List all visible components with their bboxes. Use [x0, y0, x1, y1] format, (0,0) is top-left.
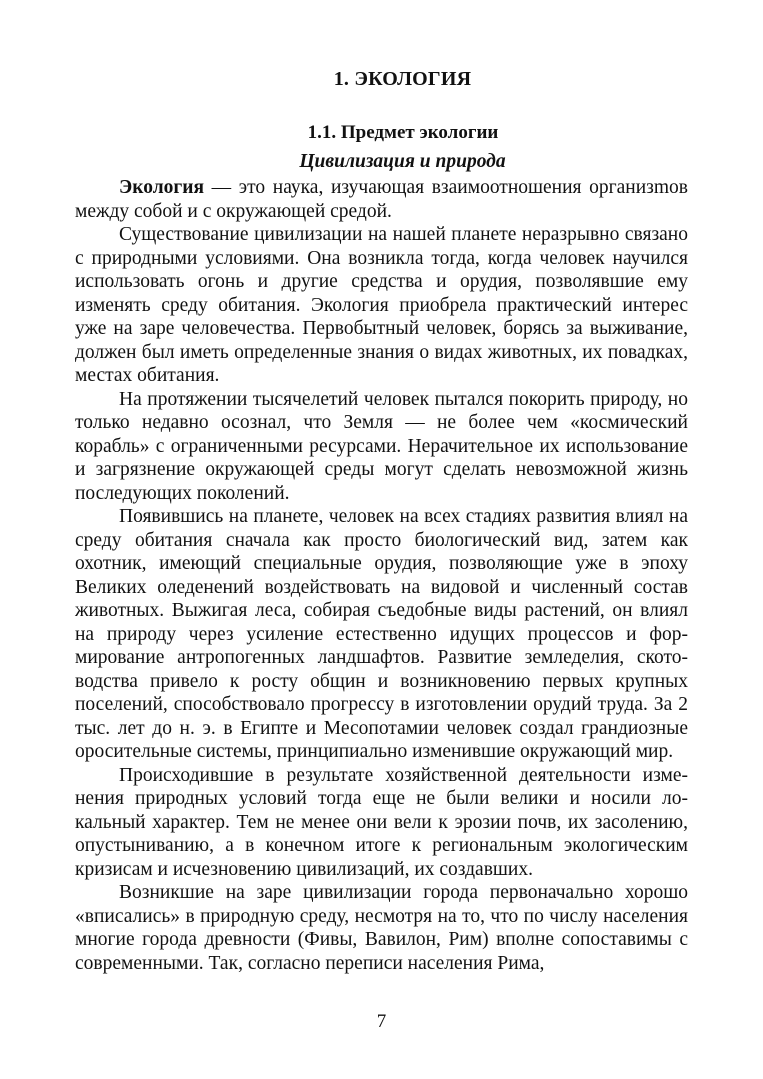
- paragraph: Возникшие на заре цивилизации города первоначально хорошо «вписались» в природную среду, несмотря на то, что по числу населения многие города древности (Фивы, Вавилон, Рим) вполне сопоставимы с современными. Так, согласно переписи населения Рима,: [75, 882, 688, 974]
- section-title: 1.1. Предмет экологии: [307, 122, 499, 143]
- page-number: 7: [376, 1011, 387, 1032]
- paragraph: На протяжении тысячелетий человек пытался покорить природу, но только недавно осознал, что Земля — не более чем «космический корабль» с ограниченными ресурсами. Нерачительное их использование и загрязнение окружающей среды могут сделать невозможной жизнь последующих поколений.: [75, 388, 688, 504]
- subsection-title: Цивилизация и природа: [299, 151, 506, 172]
- paragraph-definition: [75, 176, 688, 223]
- chapter-title: 1. ЭКОЛОГИЯ: [333, 68, 472, 90]
- paragraph: Существование цивилизации на нашей планете неразрывно связано с природными условиями. Она возникла тогда, когда человек научился использовать огонь и другие средства и орудия, позволявшие ему изменять среду обитания. Экология приобрела практический интерес уже на заре человечества. Первобытный человек, борясь за выживание, должен был иметь определенные знания о видах животных, их повадках, местах обитания.: [75, 224, 688, 386]
- paragraph: Появившись на планете, человек на всех стадиях развития влиял на среду обитания сначала как просто биологический вид, затем как охотник, имеющий специальные орудия, позволяющие уже в эпоху Великих оледенений воздействовать на видовой и численный состав животных. Выжигая леса, собирая съедобные виды растений, он влиял на природу через усиление естественно идущих процессов и формирование антропогенных ландшафтов. Развитие земледелия, скотоводства привело к росту общин и возникновению первых крупных поселений, способствовало прогрессу в изготовлении орудий труда. За 2 тыс. лет до н. э. в Египте и Месопотамии человек создал грандиозные оросительные системы, принципиально изменившие окружающий мир.: [75, 506, 688, 762]
- term-ecology: Экология: [119, 177, 205, 198]
- definition-text: — это наука, изучающая взаимоотношения организmов между собой и с окружающей средой.: [75, 177, 688, 222]
- body-text: [75, 176, 688, 975]
- paragraph: Происходившие в результате хозяйственной деятельности изменения природных условий тогда еще не были велики и носили локальный характер. Тем не менее они вели к эрозии почв, их засолению, опустыниванию, а в конечном итоге к региональным экологическим кризисам и исчезновению цивилизаций, их создавших.: [75, 764, 688, 880]
